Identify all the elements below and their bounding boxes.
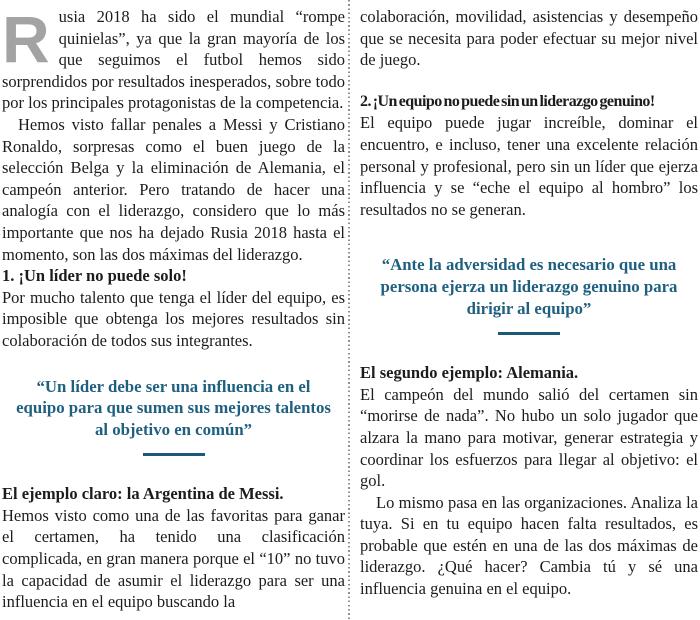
quote-divider-line [498,332,560,335]
pull-quote-adversity [360,254,698,335]
dropcap-letter: R [2,2,50,76]
paragraph: Hemos visto como una de las favoritas para ganar el certamen, ha tenido una clasificación complicada, en gran manera porque el “10” no tuvo la capacidad de asumir el liderazgo para ser una influencia en el equipo buscando la [2,505,345,612]
right-column [360,6,698,600]
paragraph: Lo mismo pasa en las organizaciones. Analiza la tuya. Si en tu equipo hacen falta resultados, es probable que estén en una de las dos máximas de liderazgo. ¿Qué hacer? Cambia tú y sé una influencia genuina en el equipo. [360,492,698,599]
section-heading-team-leadership: 2. ¡Un equipo no puede sin un liderazgo genuino! [360,92,655,110]
paragraph: El campeón del mundo salió del certamen sin “morirse de nada”. No hubo un solo jugador que alzara la mano para motivar, generar estrategia y coordinar los esfuerzos para llegar al objetivo: el gol. [360,384,698,491]
paragraph: El equipo puede jugar increíble, dominar el encuentro, e incluso, tener una excelente relación personal y profesional, pero sin un líder que ejerza influencia y se “eche el equipo al hombro” los resultados no se generan. [360,113,698,219]
section-heading-leader-alone: 1. ¡Un líder no puede solo! [2,266,187,286]
lead-paragraph-text: usia 2018 ha sido el mundial “rompe quinielas”, ya que la gran mayoría de los que seguimos el futbol hemos sido sorprendidos por resultados inesperados, sobre todo por los principales protagonistas de la competencia. [2,7,345,113]
section-heading-argentina: El ejemplo claro: la Argentina de Messi. [2,484,284,504]
paragraph: Hemos visto fallar penales a Messi y Cristiano Ronaldo, sorpresas como el buen juego de la selección Belga y la eliminación de Alemania, el campeón anterior. Pero tratando de hacer una analogía con el liderazgo, considero que lo más importante que nos ha dejado Rusia 2018 hasta el momento, son las dos máximas del liderazgo. [2,114,345,264]
paragraph: colaboración, movilidad, asistencias y desempeño que se necesita para poder efectuar su mejor nivel de juego. [360,7,698,70]
lead-paragraph [2,2,345,114]
quote-divider-line [143,453,205,456]
column-separator-dotted-line [348,0,350,620]
pull-quote-text: “Ante la adversidad es necesario que una persona ejerza un liderazgo genuino para dirigir al equipo” [380,255,678,318]
pull-quote-leader-influence [2,376,345,457]
pull-quote-text: “Un líder debe ser una influencia en el equipo para que sumen sus mejores talentos al objetivo en común” [16,376,331,439]
paragraph: Por mucho talento que tenga el líder del equipo, es imposible que obtenga los mejores resultados sin colaboración de todos sus integrantes. [2,287,345,350]
section-heading-alemania: El segundo ejemplo: Alemania. [360,363,579,383]
left-column [2,2,345,613]
